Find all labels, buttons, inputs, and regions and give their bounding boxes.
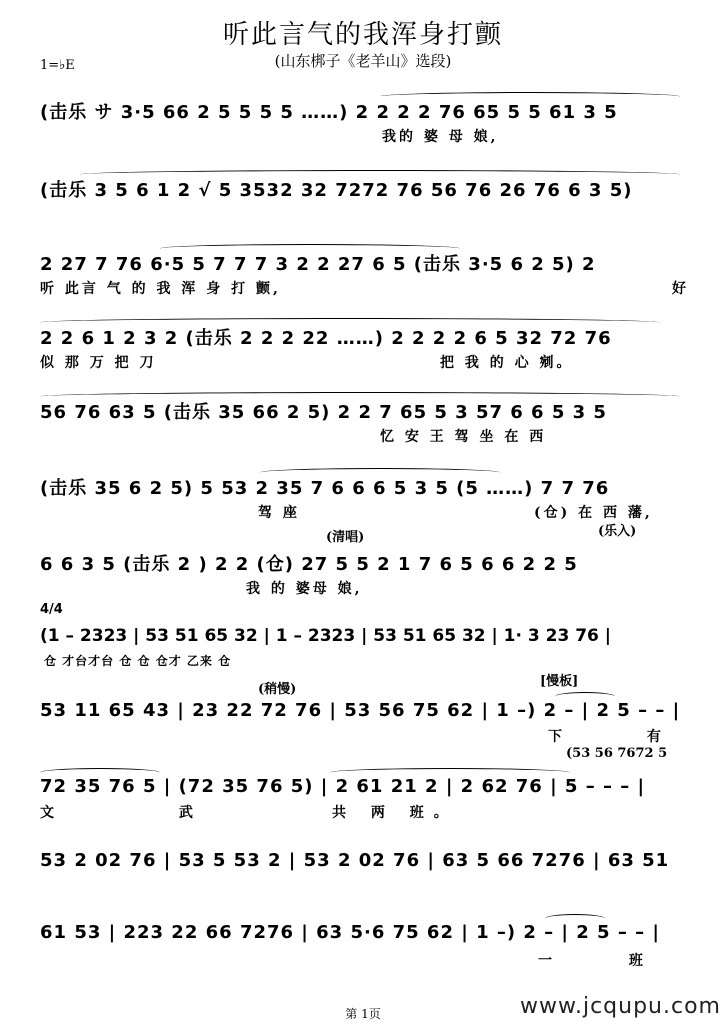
time-signature: 4/4 [40, 602, 63, 617]
notation-line: 2 2 6 1 2 3 2 (击乐 2 2 2 22 ……) 2 2 2 2 6 5 32 72 76 [40, 328, 612, 349]
notation-line: 2 27 7 76 6·5 5 7 7 7 3 2 2 27 6 5 (击乐 3·5 6 2 5) 2 [40, 254, 596, 275]
lyric-line: 好 [672, 281, 689, 297]
page-number: 第 1页 [345, 1007, 381, 1021]
key-signature: 1=♭E [40, 58, 75, 73]
lyric-line: 我 的 婆母 娘, [246, 581, 363, 597]
notation-line: (击乐 35 6 2 5) 5 53 2 35 7 6 6 6 5 3 5 (5 ……) 7 7 76 [40, 478, 610, 499]
site-watermark: www.jcqupu.com [520, 994, 721, 1019]
notation-line: 56 76 63 5 (击乐 35 66 2 5) 2 2 7 65 5 3 57 6 6 5 3 5 [40, 402, 607, 423]
lyric-line: 仓 才台才台 仓 仓 仓才 乙来 仓 [44, 654, 232, 668]
notation-line: (击乐 3 5 6 1 2 √ 5 3532 32 7272 76 56 76 26 76 6 3 5) [40, 180, 633, 201]
performance-tag: (稍慢) [258, 682, 297, 697]
performance-tag: (清唱) [326, 530, 365, 545]
tempo-tag: [慢板] [540, 674, 579, 689]
notation-line: 53 11 65 43 | 23 22 72 76 | 53 56 75 62 | 1 –) 2 – | 2 5 – – | [40, 700, 681, 721]
lyric-line: 一 班 [538, 953, 679, 969]
lyric-line: 似 那 万 把 刀 [40, 355, 157, 371]
notation-line: 6 6 3 5 (击乐 2 ) 2 2 (仓) 27 5 5 2 1 7 6 5 6 6 2 2 5 [40, 554, 578, 575]
notation-line: 72 35 76 5 | (72 35 76 5) | 2 61 21 2 | 2 62 76 | 5 – – – | [40, 776, 646, 797]
lyric-line: 下 有 [548, 729, 701, 745]
notation-line: 61 53 | 223 22 66 7276 | 63 5·6 75 62 | 1 –) 2 – | 2 5 – – | [40, 922, 660, 943]
lyric-line: 驾 座 [258, 505, 300, 521]
lyric-line: 忆 安 王 驾 坐 在 西 [380, 429, 547, 445]
accompaniment-tag: (53 56 7672 5 [566, 746, 668, 761]
page-subtitle: (山东梆子《老羊山》选段) [274, 52, 452, 70]
notation-line: 53 2 02 76 | 53 5 53 2 | 53 2 02 76 | 63 5 66 7276 | 63 51 [40, 850, 670, 871]
lyric-line: 把 我 的 心 剜。 [440, 355, 574, 371]
notation-line: (1 – 2323 | 53 51 65 32 | 1 – 2323 | 53 51 65 32 | 1· 3 23 76 | [40, 626, 611, 646]
notation-line: (击乐 サ 3·5 66 2 5 5 5 5 ……) 2 2 2 2 76 65 5 5 61 3 5 [40, 102, 618, 123]
page-title: 听此言气的我浑身打颤 [222, 20, 503, 50]
lyric-line: 文 武 [40, 805, 253, 821]
lyric-line: 共 两 班。 [332, 805, 458, 821]
lyric-line: (仓) 在 西 藩, [534, 505, 653, 521]
lyric-line: 我的 婆 母 娘, [382, 129, 499, 145]
lyric-line: 听 此言 气 的 我 浑 身 打 颤, [40, 281, 281, 297]
performance-tag: (乐入) [598, 524, 637, 539]
